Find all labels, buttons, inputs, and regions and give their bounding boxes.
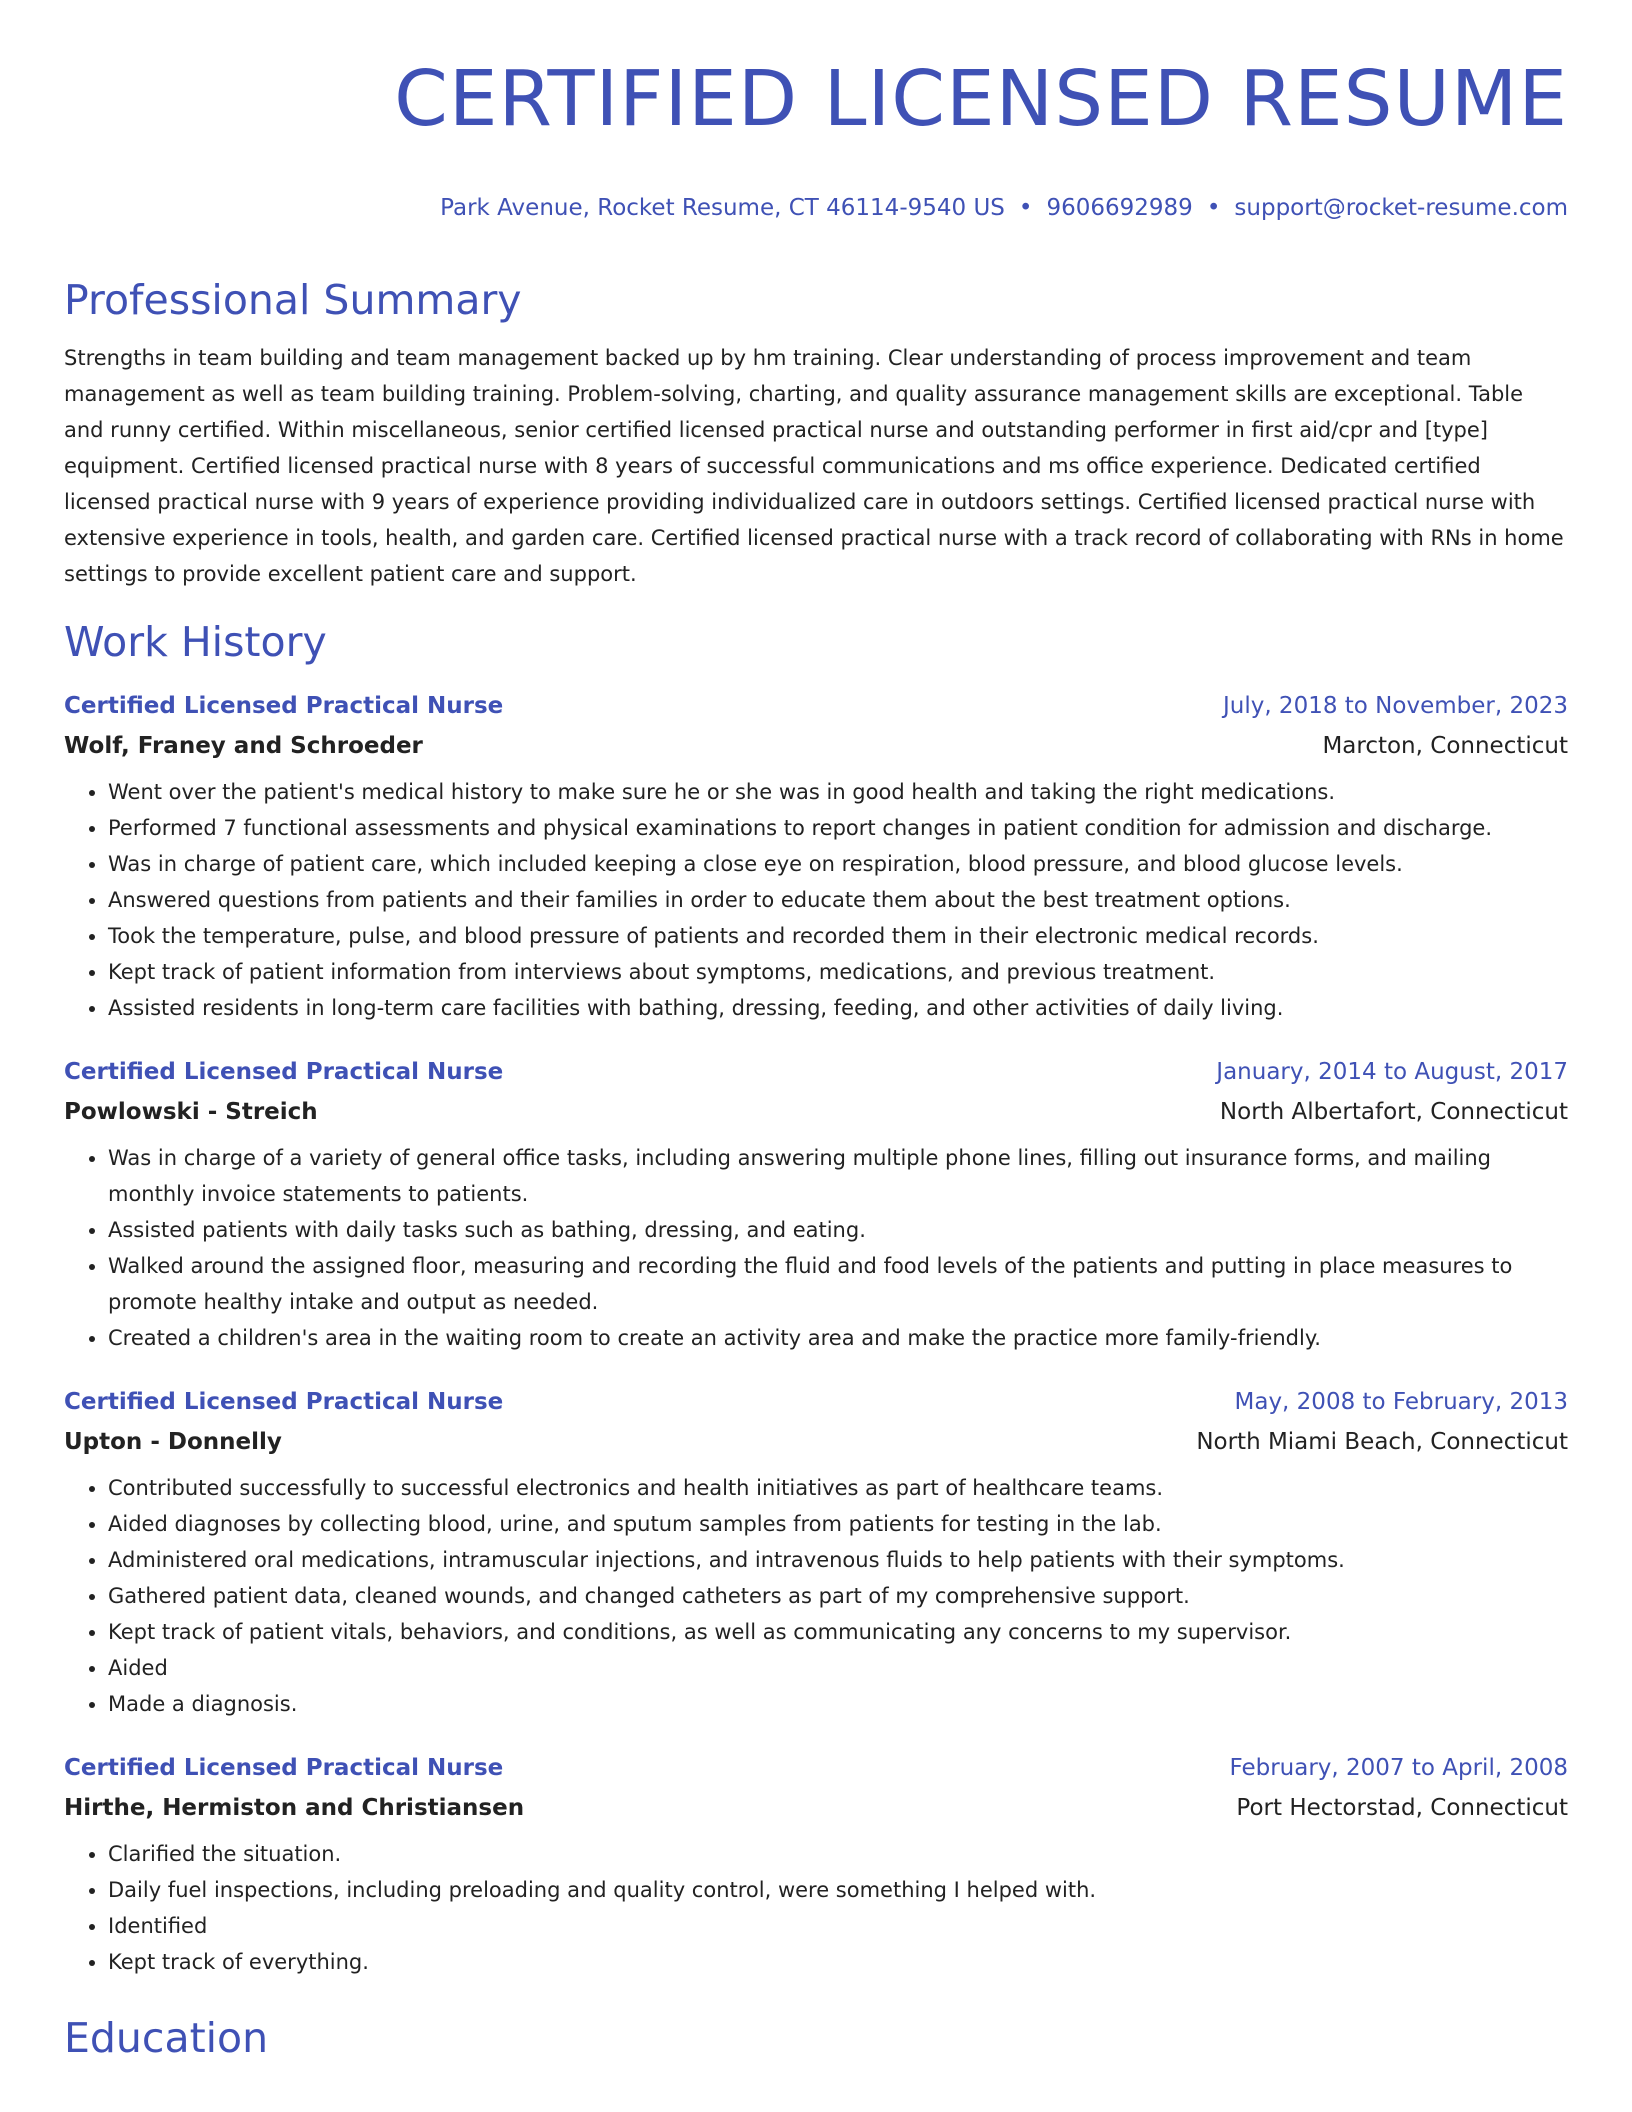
job-company-row	[64, 1422, 1568, 1462]
job-bullet: • Administered oral medications, intramuscular injections, and intravenous fluids to help patients with their symptoms.	[108, 1542, 1568, 1578]
job-title-row	[64, 1748, 1568, 1788]
job-bullets	[64, 1470, 1568, 1722]
contact-line	[64, 192, 1568, 224]
job-bullet: • Walked around the assigned floor, measuring and recording the fluid and food levels of the patients and putting in place measures to promote healthy intake and output as needed.	[108, 1248, 1568, 1320]
job-bullets	[64, 774, 1568, 1026]
job-bullet: • Made a diagnosis.	[108, 1686, 1568, 1722]
job-company-row	[64, 726, 1568, 766]
job-bullet: • Aided diagnoses by collecting blood, urine, and sputum samples from patients for testing in the lab.	[108, 1506, 1568, 1542]
summary-text: Strengths in team building and team management backed up by hm training. Clear understanding of process improvement and team management as well as team building training. Problem-solving, charting, and quality assurance management skills are exceptional. Table and runny certified. Within miscellaneous, senior certified licensed practical nurse and outstanding performer in first aid/cpr and [type] equipment. Certified licensed practical nurse with 8 years of successful communications and ms office experience. Dedicated certified licensed practical nurse with 9 years of experience providing individualized care in outdoors settings. Certified licensed practical nurse with extensive experience in tools, health, and garden care. Certified licensed practical nurse with a track record of collaborating with RNs in home settings to provide excellent patient care and support.	[64, 346, 1564, 586]
job-bullet: • Was in charge of patient care, which included keeping a close eye on respiration, blood pressure, and blood glucose levels.	[108, 846, 1568, 882]
job-location: North Albertafort, Connecticut	[1219, 1099, 1568, 1125]
job-bullet: • Kept track of patient information from interviews about symptoms, medications, and previous treatment.	[108, 954, 1568, 990]
job-dates: July, 2018 to November, 2023	[1222, 693, 1568, 719]
job-title-row	[64, 1052, 1568, 1092]
job-bullets	[64, 1836, 1568, 1980]
job-title: Certified Licensed Practical Nurse	[64, 693, 504, 719]
resume-name: CERTIFIED LICENSED RESUME	[394, 55, 1568, 144]
job-bullet: • Gathered patient data, cleaned wounds, and changed catheters as part of my comprehensive support.	[108, 1578, 1568, 1614]
job-bullet: • Assisted residents in long-term care facilities with bathing, dressing, feeding, and other activities of daily living.	[108, 990, 1568, 1026]
job-entry	[64, 1052, 1568, 1356]
contact-phone: 9606692989	[1046, 195, 1193, 221]
job-bullet: • Contributed successfully to successful electronics and health initiatives as part of healthcare teams.	[108, 1470, 1568, 1506]
job-bullets	[64, 1140, 1568, 1356]
job-company: Hirthe, Hermiston and Christiansen	[64, 1795, 525, 1821]
job-company: Upton - Donnelly	[64, 1429, 282, 1455]
job-bullet: • Clarified the situation.	[108, 1836, 1568, 1872]
job-title: Certified Licensed Practical Nurse	[64, 1755, 504, 1781]
job-bullet: • Assisted patients with daily tasks such as bathing, dressing, and eating.	[108, 1212, 1568, 1248]
contact-address: Park Avenue, Rocket Resume, CT 46114-9540 US	[440, 195, 1005, 221]
job-dates: January, 2014 to August, 2017	[1216, 1059, 1568, 1085]
job-company: Wolf, Franey and Schroeder	[64, 733, 423, 759]
contact-separator: •	[1018, 195, 1033, 221]
job-entry	[64, 1748, 1568, 1980]
job-bullet: • Daily fuel inspections, including preloading and quality control, were something I helped with.	[108, 1872, 1568, 1908]
contact-email: support@rocket-resume.com	[1234, 195, 1568, 221]
job-location: Marcton, Connecticut	[1322, 733, 1568, 759]
job-bullet: • Was in charge of a variety of general office tasks, including answering multiple phone lines, filling out insurance forms, and mailing monthly invoice statements to patients.	[108, 1140, 1568, 1212]
resume-header	[64, 48, 1568, 224]
job-company-row	[64, 1092, 1568, 1132]
job-bullet: • Performed 7 functional assessments and physical examinations to report changes in patient condition for admission and discharge.	[108, 810, 1568, 846]
job-location: North Miami Beach, Connecticut	[1196, 1429, 1568, 1455]
job-location: Port Hectorstad, Connecticut	[1236, 1795, 1568, 1821]
job-company: Powlowski - Streich	[64, 1099, 318, 1125]
contact-separator: •	[1206, 195, 1221, 221]
job-bullet: • Aided	[108, 1650, 1568, 1686]
job-bullet: • Went over the patient's medical history to make sure he or she was in good health and taking the right medications.	[108, 774, 1568, 810]
job-entry	[64, 686, 1568, 1026]
job-entry	[64, 1382, 1568, 1722]
job-bullet: • Kept track of patient vitals, behaviors, and conditions, as well as communicating any concerns to my supervisor.	[108, 1614, 1568, 1650]
job-title-row	[64, 1382, 1568, 1422]
job-bullet: • Kept track of everything.	[108, 1944, 1568, 1980]
job-title: Certified Licensed Practical Nurse	[64, 1059, 504, 1085]
job-company-row	[64, 1788, 1568, 1828]
job-dates: May, 2008 to February, 2013	[1234, 1389, 1568, 1415]
job-bullet: • Created a children's area in the waiting room to create an activity area and make the practice more family-friendly.	[108, 1320, 1568, 1356]
work-history-heading: Work History	[64, 618, 327, 666]
job-bullet: • Answered questions from patients and their families in order to educate them about the best treatment options.	[108, 882, 1568, 918]
job-bullet: • Identified	[108, 1908, 1568, 1944]
summary-heading: Professional Summary	[64, 276, 522, 324]
education-heading: Education	[64, 2014, 269, 2062]
job-title: Certified Licensed Practical Nurse	[64, 1389, 504, 1415]
work-history-list	[64, 686, 1568, 1980]
job-title-row	[64, 686, 1568, 726]
job-bullet: • Took the temperature, pulse, and blood pressure of patients and recorded them in their electronic medical records.	[108, 918, 1568, 954]
job-dates: February, 2007 to April, 2008	[1229, 1755, 1568, 1781]
